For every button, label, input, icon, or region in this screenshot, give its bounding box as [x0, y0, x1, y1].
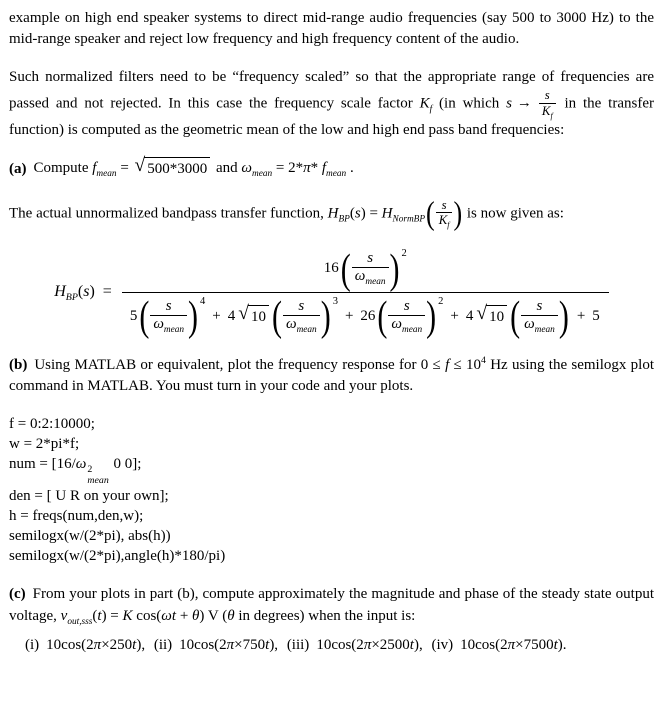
H-BP-subscript: BP — [338, 214, 350, 225]
plus-operator: + — [212, 308, 221, 325]
plus-operator: + — [344, 308, 354, 325]
fraction-numerator — [318, 245, 413, 293]
frac-den-omega-mean — [521, 315, 558, 336]
var-theta-2: θ — [227, 607, 235, 624]
frac-s-over-omega — [150, 298, 187, 336]
var-f: f — [445, 356, 450, 373]
arg-s-over-Kf — [425, 195, 463, 232]
case-iv-post: ). — [557, 636, 567, 653]
case-i-pi: π — [93, 636, 102, 653]
var-omega: ω — [524, 316, 535, 333]
sqrt-500-3000 — [135, 157, 211, 180]
star-operator: * — [310, 160, 319, 177]
var-theta: θ — [192, 607, 200, 624]
exponent-4: 4 — [200, 295, 206, 307]
plus-operator: + — [576, 308, 586, 325]
frac-num-s: s — [367, 250, 374, 267]
omega-subscript: mean — [87, 474, 109, 486]
frac-num-s: s — [441, 197, 447, 212]
omega-sub-mean: mean — [402, 325, 423, 336]
case-i-label: (i) — [25, 636, 40, 653]
intro-text: example on high end speaker systems to direct mid-range audio frequencies (say 500 to 3000 Hz) to the mid-range speaker and reject low frequency and high frequency content of the audio. — [9, 10, 654, 48]
code-line-4 — [9, 486, 654, 506]
paragraph-unnormalized-tf — [9, 195, 654, 232]
coef-16: 16 — [323, 260, 339, 277]
frac-s-over-omega — [352, 250, 389, 288]
case-iv-label: (iv) — [431, 636, 454, 653]
radicand-500-3000: 500*3000 — [144, 157, 210, 180]
paragraph-intro — [9, 8, 654, 51]
scaling-text-3: in the transfer function) is computed as the geometric mean of the low and high end pass band frequencies: — [9, 95, 654, 139]
frac-s-over-Kf-arg — [436, 198, 453, 230]
code-line-2 — [9, 434, 654, 454]
lparen-t: ( — [92, 607, 98, 624]
case-iii — [287, 637, 427, 653]
sqrt-10 — [238, 305, 269, 328]
frac-s-over-omega — [283, 298, 320, 336]
omega-mean-subscript: mean — [252, 169, 273, 180]
case-iii-pi: π — [363, 636, 372, 653]
frac-numerator-s: s — [544, 87, 550, 102]
var-K-subscript: f — [429, 104, 433, 115]
case-i-t: t — [132, 636, 137, 653]
omega-sub-mean: mean — [365, 277, 386, 288]
var-pi: π — [303, 160, 311, 177]
left-paren: ( — [340, 245, 351, 293]
case-iv-mid: ×7500 — [515, 636, 554, 653]
case-iii-pre: 10cos(2 — [316, 636, 364, 653]
var-H-BP: H — [327, 205, 339, 222]
frac-s-over-omega — [521, 298, 558, 336]
and-text: and — [212, 160, 242, 177]
omega-sub-mean: mean — [296, 325, 317, 336]
code-text-7: semilogx(w/(2*pi),angle(h)*180/pi) — [9, 548, 226, 565]
var-s: s — [506, 95, 512, 112]
var-K: K — [419, 95, 430, 112]
part-b-label: (b) — [9, 356, 28, 373]
code-line-3 — [9, 454, 654, 486]
case-i-pre: 10cos(2 — [46, 636, 94, 653]
period: . — [346, 160, 354, 177]
part-a-label: (a) — [9, 160, 27, 177]
case-iv-pre: 10cos(2 — [460, 636, 508, 653]
right-paren: ) — [188, 293, 199, 341]
main-fraction — [122, 245, 609, 341]
radical-icon: √ — [476, 303, 488, 325]
den-term-2 — [271, 293, 338, 341]
var-t: t — [97, 607, 102, 624]
frac-den-K: K — [541, 103, 551, 118]
frac-den-omega-mean — [283, 315, 320, 336]
den-K: K — [438, 213, 448, 228]
var-H-NormBP: H — [381, 205, 393, 222]
code-line-5 — [9, 506, 654, 526]
exponent-10-4: 4 — [481, 354, 486, 366]
eq-rparen: ) — [89, 282, 95, 300]
case-iii-label: (iii) — [286, 636, 310, 653]
eq-H-subscript: BP — [65, 292, 78, 304]
case-i — [25, 637, 149, 653]
num-term-s-over-omega — [340, 245, 407, 293]
f-mean-2-subscript: mean — [326, 169, 347, 180]
frac-den-omega-mean — [352, 267, 389, 288]
range-lower: 0 ≤ — [420, 356, 446, 373]
equals-tf: = — [365, 205, 382, 222]
code-line-7 — [9, 546, 654, 566]
part-a-line — [9, 157, 654, 181]
fraction-denominator — [122, 292, 609, 341]
tf-text-2: is now given as: — [463, 205, 564, 222]
case-iii-post: ), — [413, 636, 427, 653]
left-paren: ( — [426, 195, 435, 232]
frac-denominator-Kf — [539, 103, 556, 121]
H-NormBP-subscript: NormBP — [392, 214, 426, 225]
cos-open: cos( — [132, 607, 162, 624]
part-a-compute: Compute — [33, 160, 93, 177]
frac-den-omega-mean — [388, 315, 425, 336]
case-iii-t: t — [409, 636, 414, 653]
input-cases-line — [9, 635, 654, 656]
coef-4: 4 — [227, 308, 236, 325]
omega-sup-sub — [87, 465, 108, 486]
part-c-text-2: in degrees) when the input is: — [234, 607, 416, 624]
omega-sub-mean: mean — [534, 325, 555, 336]
exponent-3: 3 — [332, 295, 338, 307]
case-i-mid: ×250 — [101, 636, 133, 653]
f-mean-subscript: mean — [96, 169, 117, 180]
coef-5b: 5 — [592, 308, 600, 325]
case-iv-pi: π — [507, 636, 516, 653]
radical-icon: √ — [134, 155, 146, 177]
equals-2-times: = 2* — [272, 160, 304, 177]
right-paren: ) — [426, 293, 437, 341]
frac-s-over-omega — [388, 298, 425, 336]
tf-text-1: The actual unnormalized bandpass transfer function, — [9, 205, 328, 222]
left-paren: ( — [139, 293, 150, 341]
matlab-code-block — [9, 414, 654, 567]
eq-var-s: s — [83, 282, 90, 300]
eq-var-H: H — [54, 282, 66, 300]
code-line-6 — [9, 526, 654, 546]
left-paren: ( — [510, 293, 521, 341]
lparen-s: ( — [349, 205, 355, 222]
maps-to-arrow-icon: → — [516, 95, 532, 112]
part-b-text-1: Using MATLAB or equivalent, plot the frequency response for — [34, 356, 421, 373]
equals-c: ) = — [101, 607, 123, 624]
paragraph-frequency-scaling — [9, 67, 654, 142]
radicand-10: 10 — [248, 305, 269, 328]
left-paren: ( — [271, 293, 282, 341]
eq-lparen: ( — [77, 282, 84, 300]
var-v-out: v — [60, 607, 68, 624]
frac-num-s: s — [165, 297, 172, 314]
equals-1: = — [116, 160, 133, 177]
var-s-arg: s — [354, 205, 361, 222]
right-paren: ) — [453, 195, 463, 232]
coef-26: 26 — [360, 308, 376, 325]
code-text-3a: num = [16/ — [9, 455, 76, 472]
frac-den-K-sub: f — [550, 111, 553, 121]
radical-icon: √ — [238, 303, 249, 325]
code-text-6: semilogx(w/(2*pi), abs(h)) — [9, 528, 171, 545]
case-ii-mid: ×750 — [234, 636, 266, 653]
coef-4b: 4 — [465, 308, 474, 325]
code-text-4: den = [ U R on your own]; — [9, 487, 169, 504]
plus-c: + — [176, 607, 193, 624]
equation-lhs — [54, 281, 116, 305]
part-c-paragraph — [9, 584, 654, 628]
frac-den-Kf — [436, 212, 453, 230]
var-omega: ω — [285, 316, 297, 333]
case-i-post: ), — [136, 636, 149, 653]
frac-num-s: s — [536, 297, 543, 314]
volts-paren: ) V ( — [199, 607, 228, 624]
case-ii-post: ), — [269, 636, 282, 653]
var-omega: ω — [391, 316, 403, 333]
code-text-5: h = freqs(num,den,w); — [9, 508, 144, 525]
right-paren: ) — [389, 245, 400, 293]
den-term-1 — [138, 293, 206, 341]
eq-equals: = — [98, 282, 112, 300]
var-omega: ω — [153, 316, 164, 333]
den-K-sub: f — [447, 220, 450, 230]
den-term-4 — [509, 293, 570, 341]
case-iv — [431, 637, 566, 653]
radicand-10: 10 — [486, 305, 507, 328]
var-f-mean: f — [92, 160, 97, 177]
code-var-omega: ω — [75, 455, 87, 472]
case-iii-mid: ×2500 — [371, 636, 410, 653]
code-text-2: w = 2*pi*f; — [9, 435, 80, 452]
den-term-3 — [376, 293, 444, 341]
frac-num-s: s — [298, 297, 305, 314]
plus-operator: + — [450, 308, 459, 325]
var-omega-t: ωt — [161, 607, 177, 624]
var-omega-mean: ω — [241, 160, 252, 177]
frac-den-omega-mean — [150, 315, 187, 336]
part-c-label: (c) — [9, 586, 26, 603]
v-out-subscript: out,sss — [67, 616, 93, 627]
part-b-text-2: Hz using the semilogx plot command in MATLAB. You must turn in your code and your plots. — [9, 356, 655, 395]
sqrt-10 — [476, 305, 507, 328]
case-ii-t: t — [265, 636, 270, 653]
exponent-2: 2 — [401, 248, 407, 260]
code-text-1: f = 0:2:10000; — [9, 415, 95, 432]
var-K-amp: K — [122, 607, 133, 624]
bandpass-transfer-equation — [9, 245, 654, 341]
var-omega: ω — [354, 268, 366, 285]
case-ii-pre: 10cos(2 — [179, 636, 227, 653]
case-ii — [154, 637, 282, 653]
rparen-s: ) — [360, 205, 366, 222]
code-text-3b: 0 0]; — [109, 455, 142, 472]
omega-sub-mean: mean — [163, 325, 185, 336]
case-iv-t: t — [553, 636, 558, 653]
part-b-paragraph — [9, 354, 654, 398]
range-upper: ≤ 10 — [449, 356, 482, 373]
part-c-text-1: From your plots in part (b), compute approximately the magnitude and phase of the steady state output voltage, — [9, 586, 654, 624]
frac-s-over-Kf — [539, 88, 556, 120]
case-ii-label: (ii) — [153, 636, 173, 653]
scaling-text-1: Such normalized filters need to be “frequency scaled” so that the appropriate range of frequencies are passed and not rejected. In this case the frequency scale factor — [9, 68, 654, 112]
frac-num-s: s — [403, 297, 410, 314]
right-paren: ) — [558, 293, 569, 341]
case-ii-pi: π — [226, 636, 235, 653]
code-line-1 — [9, 414, 654, 434]
coef-5: 5 — [129, 308, 138, 325]
scaling-text-2: (in which — [432, 95, 507, 112]
omega-exponent: 2 — [87, 464, 93, 476]
right-paren: ) — [320, 293, 331, 341]
exponent-2: 2 — [438, 295, 444, 307]
var-f-mean-2: f — [318, 160, 327, 177]
left-paren: ( — [377, 293, 388, 341]
